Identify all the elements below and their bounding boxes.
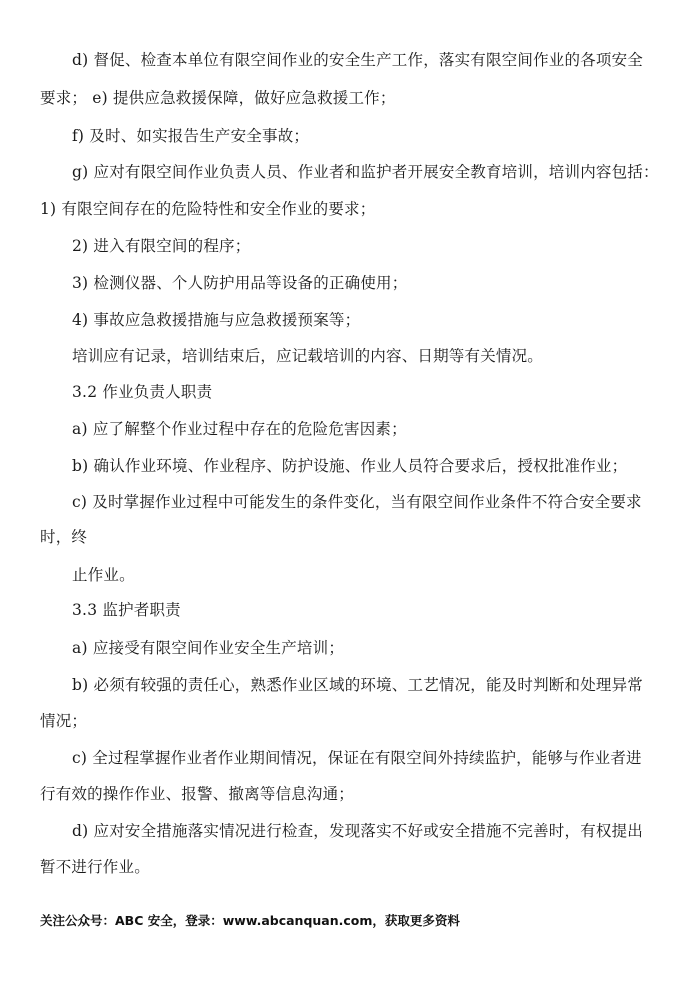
paragraph-line: 止作业。 xyxy=(72,566,135,584)
paragraph-line: b) 确认作业环境、作业程序、防护设施、作业人员符合要求后，授权批准作业； xyxy=(72,457,628,475)
paragraph-line: c) 全过程掌握作业者作业期间情况，保证在有限空间外持续监护，能够与作业者进 xyxy=(72,749,642,767)
paragraph-line: 4) 事故应急救援措施与应急救援预案等； xyxy=(72,311,361,329)
paragraph-line: d) 督促、检查本单位有限空间作业的安全生产工作，落实有限空间作业的各项安全 xyxy=(72,51,643,69)
paragraph-line: g) 应对有限空间作业负责人员、作业者和监护者开展安全教育培训，培训内容包括： xyxy=(72,163,659,181)
paragraph-line: 情况； xyxy=(40,712,88,730)
paragraph-line: d) 应对安全措施落实情况进行检查，发现落实不好或安全措施不完善时，有权提出 xyxy=(72,822,643,840)
paragraph-line: 暂不进行作业。 xyxy=(40,858,150,876)
paragraph-line: 行有效的操作作业、报警、撤离等信息沟通； xyxy=(40,785,355,803)
paragraph-line: 1) 有限空间存在的危险特性和安全作业的要求； xyxy=(40,200,376,218)
paragraph-line: 要求； e) 提供应急救援保障，做好应急救援工作； xyxy=(40,89,396,107)
paragraph-line: b) 必须有较强的责任心，熟悉作业区域的环境、工艺情况，能及时判断和处理异常 xyxy=(72,676,643,694)
paragraph-line: 2) 进入有限空间的程序； xyxy=(72,237,251,255)
section-heading: 3.3 监护者职责 xyxy=(72,601,181,619)
paragraph-line: f) 及时、如实报告生产安全事故； xyxy=(72,127,310,145)
paragraph-line: a) 应了解整个作业过程中存在的危险危害因素； xyxy=(72,420,407,438)
section-heading: 3.2 作业负责人职责 xyxy=(72,383,213,401)
paragraph-line: a) 应接受有限空间作业安全生产培训； xyxy=(72,639,345,657)
paragraph-line: 时，终 xyxy=(40,528,88,546)
paragraph-line: c) 及时掌握作业过程中可能发生的条件变化，当有限空间作业条件不符合安全要求 xyxy=(72,493,642,511)
footer-note: 关注公众号：ABC 安全，登录：www.abcanquan.com，获取更多资料 xyxy=(40,913,460,928)
paragraph-line: 3) 检测仪器、个人防护用品等设备的正确使用； xyxy=(72,274,408,292)
paragraph-line: 培训应有记录，培训结束后，应记载培训的内容、日期等有关情况。 xyxy=(72,347,544,365)
